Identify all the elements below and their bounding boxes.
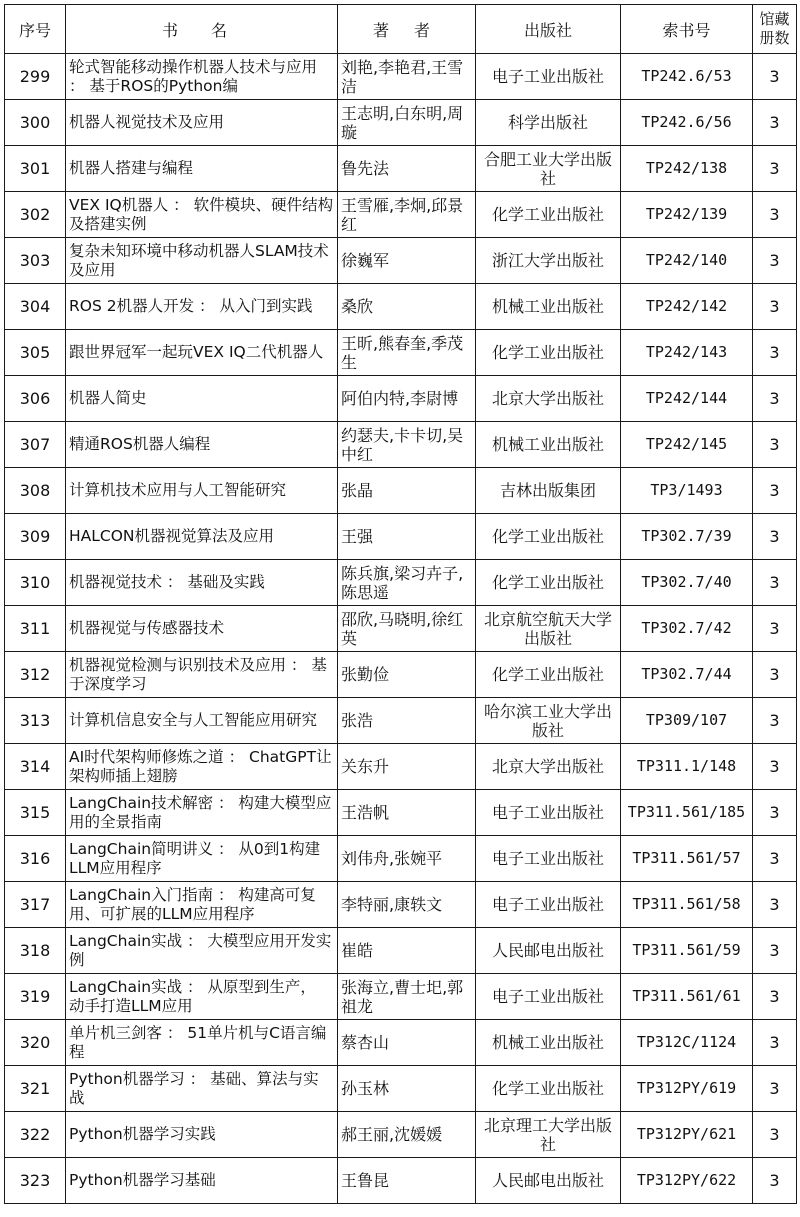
- book-list-table: [4, 4, 797, 1204]
- row-number: 319: [5, 974, 66, 1020]
- table-row: [5, 790, 797, 836]
- book-author: 王志明,白东明,周璇: [338, 100, 476, 146]
- book-copies: 3: [753, 468, 797, 514]
- book-title: LangChain实战 ： 从原型到生产， 动手打造LLM应用: [66, 974, 338, 1020]
- book-author: 蔡杏山: [338, 1020, 476, 1066]
- book-call-number: TP311.561/59: [621, 928, 753, 974]
- book-publisher: 北京航空航天大学出版社: [476, 606, 621, 652]
- book-call-number: TP311.561/57: [621, 836, 753, 882]
- book-title: 轮式智能移动操作机器人技术与应用 ： 基于ROS的Python编: [66, 54, 338, 100]
- book-publisher: 电子工业出版社: [476, 974, 621, 1020]
- book-title: Python机器学习 ： 基础、算法与实战: [66, 1066, 338, 1112]
- row-number: 305: [5, 330, 66, 376]
- book-publisher: 电子工业出版社: [476, 54, 621, 100]
- row-number: 317: [5, 882, 66, 928]
- book-copies: 3: [753, 376, 797, 422]
- book-publisher: 化学工业出版社: [476, 1066, 621, 1112]
- header-copies: [753, 5, 797, 54]
- book-call-number: TP311.561/61: [621, 974, 753, 1020]
- table-row: [5, 1066, 797, 1112]
- row-number: 306: [5, 376, 66, 422]
- table-row: [5, 100, 797, 146]
- book-call-number: TP242/144: [621, 376, 753, 422]
- book-title: Python机器学习基础: [66, 1158, 338, 1204]
- book-call-number: TP242/138: [621, 146, 753, 192]
- row-number: 309: [5, 514, 66, 560]
- book-title: 机器人搭建与编程: [66, 146, 338, 192]
- book-publisher: 人民邮电出版社: [476, 928, 621, 974]
- book-title: 精通ROS机器人编程: [66, 422, 338, 468]
- header-title: 书 名: [66, 5, 338, 54]
- book-copies: 3: [753, 744, 797, 790]
- book-copies: 3: [753, 790, 797, 836]
- book-publisher: 电子工业出版社: [476, 836, 621, 882]
- book-call-number: TP302.7/42: [621, 606, 753, 652]
- book-copies: 3: [753, 606, 797, 652]
- book-copies: 3: [753, 146, 797, 192]
- book-publisher: 电子工业出版社: [476, 790, 621, 836]
- row-number: 316: [5, 836, 66, 882]
- row-number: 302: [5, 192, 66, 238]
- book-call-number: TP302.7/39: [621, 514, 753, 560]
- book-publisher: 机械工业出版社: [476, 284, 621, 330]
- book-call-number: TP302.7/40: [621, 560, 753, 606]
- row-number: 318: [5, 928, 66, 974]
- book-copies: 3: [753, 238, 797, 284]
- book-publisher: 化学工业出版社: [476, 652, 621, 698]
- book-call-number: TP242.6/56: [621, 100, 753, 146]
- book-copies: 3: [753, 192, 797, 238]
- book-author: 阿伯内特,李尉博: [338, 376, 476, 422]
- book-publisher: 合肥工业大学出版社: [476, 146, 621, 192]
- row-number: 321: [5, 1066, 66, 1112]
- book-title: 跟世界冠军一起玩VEX IQ二代机器人: [66, 330, 338, 376]
- header-author: 著 者: [338, 5, 476, 54]
- book-call-number: TP309/107: [621, 698, 753, 744]
- book-publisher: 电子工业出版社: [476, 882, 621, 928]
- book-title: 机器视觉与传感器技术: [66, 606, 338, 652]
- book-call-number: TP242/142: [621, 284, 753, 330]
- book-title: LangChain入门指南 ： 构建高可复用、可扩展的LLM应用程序: [66, 882, 338, 928]
- row-number: 323: [5, 1158, 66, 1204]
- book-copies: 3: [753, 652, 797, 698]
- book-publisher: 哈尔滨工业大学出版社: [476, 698, 621, 744]
- book-author: 王雪雁,李炯,邱景红: [338, 192, 476, 238]
- row-number: 315: [5, 790, 66, 836]
- table-row: [5, 606, 797, 652]
- table-row: [5, 468, 797, 514]
- book-title: 计算机技术应用与人工智能研究: [66, 468, 338, 514]
- book-publisher: 吉林出版集团: [476, 468, 621, 514]
- table-row: [5, 882, 797, 928]
- book-publisher: 北京大学出版社: [476, 376, 621, 422]
- header-publisher: 出版社: [476, 5, 621, 54]
- book-call-number: TP242/143: [621, 330, 753, 376]
- book-copies: 3: [753, 974, 797, 1020]
- book-author: 郝王丽,沈媛媛: [338, 1112, 476, 1158]
- book-call-number: TP242/140: [621, 238, 753, 284]
- table-row: [5, 54, 797, 100]
- table-row: [5, 284, 797, 330]
- book-copies: 3: [753, 882, 797, 928]
- row-number: 301: [5, 146, 66, 192]
- book-title: 机器视觉检测与识别技术及应用 ： 基于深度学习: [66, 652, 338, 698]
- table-row: [5, 330, 797, 376]
- book-copies: 3: [753, 54, 797, 100]
- book-title: 机器视觉技术 ： 基础及实践: [66, 560, 338, 606]
- book-author: 徐巍军: [338, 238, 476, 284]
- book-call-number: TP242.6/53: [621, 54, 753, 100]
- book-author: 约瑟夫,卡卡切,吴中红: [338, 422, 476, 468]
- book-publisher: 化学工业出版社: [476, 560, 621, 606]
- header-no: 序号: [5, 5, 66, 54]
- book-author: 张浩: [338, 698, 476, 744]
- book-publisher: 北京理工大学出版社: [476, 1112, 621, 1158]
- row-number: 320: [5, 1020, 66, 1066]
- book-title: HALCON机器视觉算法及应用: [66, 514, 338, 560]
- row-number: 314: [5, 744, 66, 790]
- header-call-number: 索书号: [621, 5, 753, 54]
- row-number: 299: [5, 54, 66, 100]
- book-title: VEX IQ机器人 ： 软件模块、硬件结构及搭建实例: [66, 192, 338, 238]
- table-row: [5, 376, 797, 422]
- row-number: 303: [5, 238, 66, 284]
- book-title: 机器人简史: [66, 376, 338, 422]
- header-copies-line1: 馆藏: [759, 10, 790, 28]
- book-publisher: 化学工业出版社: [476, 192, 621, 238]
- book-author: 刘艳,李艳君,王雪洁: [338, 54, 476, 100]
- book-call-number: TP312PY/621: [621, 1112, 753, 1158]
- book-call-number: TP242/139: [621, 192, 753, 238]
- book-copies: 3: [753, 1066, 797, 1112]
- table-row: [5, 1020, 797, 1066]
- book-copies: 3: [753, 514, 797, 560]
- book-author: 崔皓: [338, 928, 476, 974]
- book-copies: 3: [753, 698, 797, 744]
- table-row: [5, 238, 797, 284]
- book-title: 单片机三剑客 ： 51单片机与C语言编程: [66, 1020, 338, 1066]
- book-publisher: 浙江大学出版社: [476, 238, 621, 284]
- table-row: [5, 146, 797, 192]
- row-number: 310: [5, 560, 66, 606]
- book-call-number: TP311.561/185: [621, 790, 753, 836]
- table-row: [5, 192, 797, 238]
- book-call-number: TP242/145: [621, 422, 753, 468]
- book-copies: 3: [753, 1020, 797, 1066]
- table-row: [5, 1158, 797, 1204]
- table-row: [5, 974, 797, 1020]
- book-publisher: 人民邮电出版社: [476, 1158, 621, 1204]
- book-author: 张晶: [338, 468, 476, 514]
- book-author: 张勤俭: [338, 652, 476, 698]
- book-title: 复杂未知环境中移动机器人SLAM技术及应用: [66, 238, 338, 284]
- book-title: 计算机信息安全与人工智能应用研究: [66, 698, 338, 744]
- book-author: 张海立,曹士圯,郭祖龙: [338, 974, 476, 1020]
- book-copies: 3: [753, 284, 797, 330]
- book-author: 桑欣: [338, 284, 476, 330]
- book-title: LangChain技术解密 ： 构建大模型应用的全景指南: [66, 790, 338, 836]
- book-title: AI时代架构师修炼之道 ： ChatGPT让架构师插上翅膀: [66, 744, 338, 790]
- row-number: 300: [5, 100, 66, 146]
- book-title: LangChain实战 ： 大模型应用开发实例: [66, 928, 338, 974]
- table-header-row: [5, 5, 797, 54]
- book-title: ROS 2机器人开发 ： 从入门到实践: [66, 284, 338, 330]
- row-number: 304: [5, 284, 66, 330]
- book-publisher: 北京大学出版社: [476, 744, 621, 790]
- row-number: 312: [5, 652, 66, 698]
- book-call-number: TP302.7/44: [621, 652, 753, 698]
- book-author: 关东升: [338, 744, 476, 790]
- book-call-number: TP3/1493: [621, 468, 753, 514]
- table-row: [5, 744, 797, 790]
- header-copies-line2: 册数: [759, 29, 790, 47]
- book-title: LangChain简明讲义 ： 从0到1构建LLM应用程序: [66, 836, 338, 882]
- table-row: [5, 560, 797, 606]
- book-copies: 3: [753, 836, 797, 882]
- book-author: 王昕,熊春奎,季茂生: [338, 330, 476, 376]
- book-author: 王鲁昆: [338, 1158, 476, 1204]
- book-title: 机器人视觉技术及应用: [66, 100, 338, 146]
- book-author: 陈兵旗,梁习卉子,陈思遥: [338, 560, 476, 606]
- book-publisher: 机械工业出版社: [476, 1020, 621, 1066]
- table-row: [5, 422, 797, 468]
- table-row: [5, 652, 797, 698]
- book-author: 邵欣,马晓明,徐红英: [338, 606, 476, 652]
- book-author: 王浩帆: [338, 790, 476, 836]
- row-number: 311: [5, 606, 66, 652]
- book-copies: 3: [753, 928, 797, 974]
- table-row: [5, 836, 797, 882]
- table-row: [5, 698, 797, 744]
- book-author: 孙玉林: [338, 1066, 476, 1112]
- book-call-number: TP312PY/622: [621, 1158, 753, 1204]
- book-copies: 3: [753, 422, 797, 468]
- book-copies: 3: [753, 100, 797, 146]
- table-body: [5, 54, 797, 1204]
- book-call-number: TP311.561/58: [621, 882, 753, 928]
- book-publisher: 机械工业出版社: [476, 422, 621, 468]
- book-author: 王强: [338, 514, 476, 560]
- book-author: 李特丽,康轶文: [338, 882, 476, 928]
- book-call-number: TP312PY/619: [621, 1066, 753, 1112]
- book-title: Python机器学习实践: [66, 1112, 338, 1158]
- book-copies: 3: [753, 1158, 797, 1204]
- book-publisher: 化学工业出版社: [476, 514, 621, 560]
- table-row: [5, 1112, 797, 1158]
- book-call-number: TP311.1/148: [621, 744, 753, 790]
- book-copies: 3: [753, 330, 797, 376]
- book-publisher: 化学工业出版社: [476, 330, 621, 376]
- book-call-number: TP312C/1124: [621, 1020, 753, 1066]
- row-number: 313: [5, 698, 66, 744]
- row-number: 322: [5, 1112, 66, 1158]
- row-number: 308: [5, 468, 66, 514]
- book-author: 刘伟舟,张婉平: [338, 836, 476, 882]
- book-copies: 3: [753, 1112, 797, 1158]
- table-row: [5, 514, 797, 560]
- row-number: 307: [5, 422, 66, 468]
- book-publisher: 科学出版社: [476, 100, 621, 146]
- book-author: 鲁先法: [338, 146, 476, 192]
- book-copies: 3: [753, 560, 797, 606]
- table-row: [5, 928, 797, 974]
